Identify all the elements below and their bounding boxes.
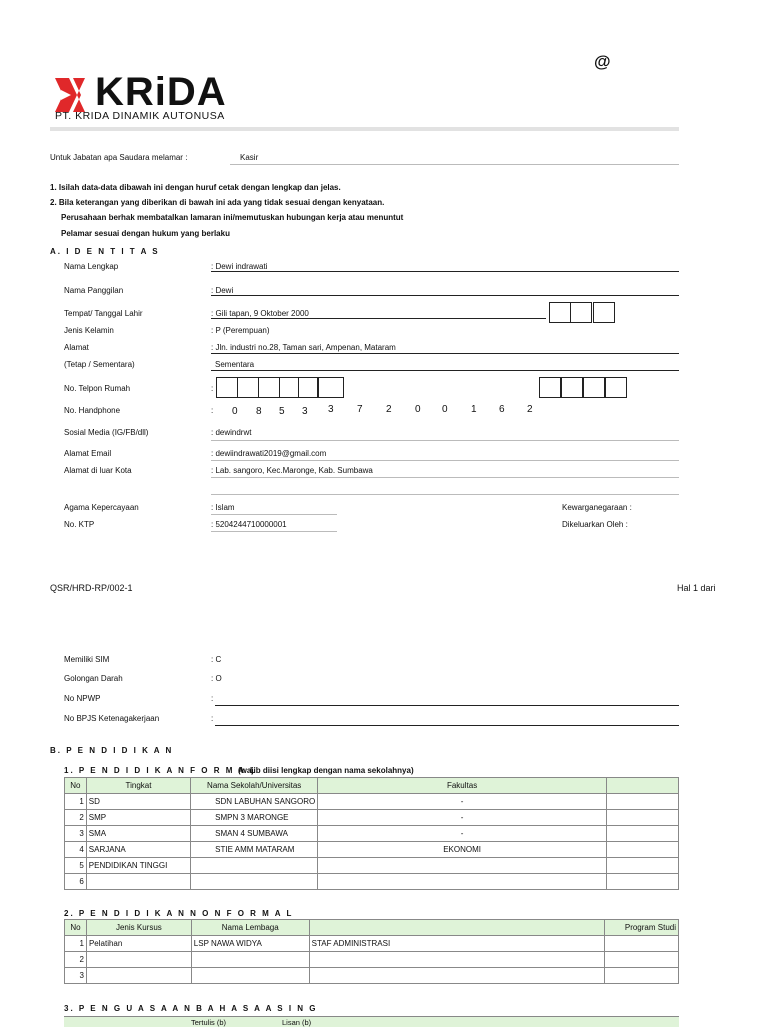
section-pendidikan-title: B. P E N D I D I K A N (50, 746, 174, 755)
header-cell: Nama Lembaga (191, 920, 309, 936)
telpon-box-3[interactable] (258, 377, 280, 398)
nama-panggilan-label: Nama Panggilan (64, 286, 124, 295)
table-row (65, 936, 679, 952)
position-label: Untuk Jabatan apa Saudara melamar : (50, 153, 188, 162)
cell-kursus[interactable] (86, 952, 191, 968)
instruction-4: Pelamar sesuai dengan hukum yang berlaku (61, 229, 230, 238)
cell-no: 1 (65, 794, 87, 810)
telpon-box-2[interactable] (237, 377, 259, 398)
section-identitas-title: A. I D E N T I T A S (50, 247, 160, 256)
cell-no: 1 (65, 936, 87, 952)
cell-fakultas[interactable] (318, 858, 607, 874)
table-header-row (65, 920, 679, 936)
cell-tingkat[interactable]: SMP (86, 810, 190, 826)
telpon-box-1[interactable] (216, 377, 238, 398)
cell-fakultas[interactable]: - (318, 826, 607, 842)
luar-kota-label: Alamat di luar Kota (64, 466, 132, 475)
ttl-box-2[interactable] (570, 302, 592, 323)
cell-sekolah[interactable] (191, 858, 318, 874)
cell-sekolah[interactable] (191, 874, 318, 890)
formal-title: 1. P E N D I D I K A N F O R M A L (64, 766, 257, 775)
agama-line (211, 514, 337, 515)
cell-tingkat[interactable] (86, 874, 190, 890)
cell-extra[interactable] (605, 952, 679, 968)
ttl-box-1[interactable] (549, 302, 571, 323)
table-row (65, 810, 679, 826)
handphone-digit: 3 (328, 404, 334, 415)
table-row (65, 826, 679, 842)
cell-fakultas[interactable]: - (318, 794, 607, 810)
ttl-line (211, 318, 546, 319)
instruction-1: 1. Isilah data-data dibawah ini dengan huruf cetak dengan lengkap dan jelas. (50, 183, 341, 192)
handphone-digit: 0 (232, 406, 238, 417)
ttl-value[interactable]: : Gili tapan, 9 Oktober 2000 (211, 309, 309, 318)
bahasa-tertulis-header: Tertulis (b) (191, 1018, 227, 1027)
cell-tingkat[interactable]: SARJANA (86, 842, 190, 858)
email-label: Alamat Email (64, 449, 112, 458)
handphone-digit: 7 (357, 404, 363, 415)
cell-fakultas[interactable] (318, 874, 607, 890)
krida-logo-icon (55, 78, 93, 112)
telpon-colon: : (211, 384, 214, 393)
ktp-value[interactable]: : 5204244710000001 (211, 520, 287, 529)
cell-extra[interactable] (605, 968, 679, 984)
handphone-digit: 5 (279, 406, 285, 417)
sim-value[interactable]: : C (211, 655, 222, 664)
nama-panggilan-line (211, 295, 679, 296)
header-cell: Jenis Kursus (86, 920, 191, 936)
handphone-digit: 6 (499, 404, 505, 415)
ttl-box-3[interactable] (593, 302, 615, 323)
cell-tingkat[interactable]: SD (86, 794, 190, 810)
cell-sekolah[interactable]: SMAN 4 SUMBAWA (191, 826, 318, 842)
cell-sekolah[interactable]: STIE AMM MATARAM (191, 842, 318, 858)
cell-no: 3 (65, 826, 87, 842)
company-name: PT. KRIDA DINAMIK AUTONUSA (55, 110, 225, 122)
table-header-row (65, 778, 679, 794)
instruction-2: 2. Bila keterangan yang diberikan di bawah ini ada yang tidak sesuai dengan kenyataan. (50, 198, 385, 207)
header-cell (309, 920, 604, 936)
table-row (65, 952, 679, 968)
sosmed-line (211, 440, 679, 441)
alamat-label: Alamat (64, 343, 89, 352)
darah-value[interactable]: : O (211, 674, 222, 683)
table-row (65, 874, 679, 890)
cell-tingkat[interactable]: SMA (86, 826, 190, 842)
dikeluarkan-label: Dikeluarkan Oleh : (562, 520, 628, 529)
tetap-line (211, 370, 679, 371)
table-row (65, 842, 679, 858)
cell-extra[interactable] (606, 794, 678, 810)
header-divider (50, 127, 679, 131)
cell-no: 2 (65, 810, 87, 826)
brand-name: KRiDA (95, 70, 227, 114)
telpon-label: No. Telpon Rumah (64, 384, 131, 393)
bahasa-header (64, 1016, 679, 1027)
cell-program[interactable] (309, 952, 604, 968)
header-cell (606, 778, 678, 794)
cell-no: 5 (65, 858, 87, 874)
ktp-label: No. KTP (64, 520, 95, 529)
instruction-3: Perusahaan berhak membatalkan lamaran ini/memutuskan hubungan kerja atau menuntut (61, 213, 404, 222)
jenis-kelamin-label: Jenis Kelamin (64, 326, 114, 335)
position-value: Kasir (240, 153, 259, 162)
handphone-digit: 1 (471, 404, 477, 415)
nama-lengkap-line (211, 271, 679, 272)
bpjs-label: No BPJS Ketenagakerjaan (64, 714, 160, 723)
sim-label: Memiliki SIM (64, 655, 110, 664)
cell-extra[interactable] (606, 810, 678, 826)
table-row (65, 968, 679, 984)
tetap-sementara-label: (Tetap / Sementara) (64, 360, 135, 369)
position-line (230, 164, 679, 165)
company-logo (55, 70, 255, 126)
formal-table (64, 777, 679, 890)
sosmed-label: Sosial Media (IG/FB/dll) (64, 428, 149, 437)
cell-program[interactable]: STAF ADMINISTRASI (309, 936, 604, 952)
header-cell: No (65, 920, 87, 936)
cell-sekolah[interactable]: SDN LABUHAN SANGORO (191, 794, 318, 810)
header-cell: No (65, 778, 87, 794)
header-cell: Fakultas (318, 778, 607, 794)
header-cell: Nama Sekolah/Universitas (191, 778, 318, 794)
darah-label: Golongan Darah (64, 674, 123, 683)
cell-no: 3 (65, 968, 87, 984)
agama-label: Agama Kepercayaan (64, 503, 139, 512)
alamat-line (211, 353, 679, 354)
cell-fakultas[interactable]: EKONOMI (318, 842, 607, 858)
cell-extra[interactable] (606, 858, 678, 874)
header-cell: Program Studi (605, 920, 679, 936)
cell-fakultas[interactable]: - (318, 810, 607, 826)
cell-kursus[interactable]: Pelatihan (86, 936, 191, 952)
cell-extra[interactable] (606, 842, 678, 858)
bpjs-line (215, 725, 679, 726)
doc-code: QSR/HRD-RP/002-1 (50, 583, 133, 593)
cell-extra[interactable] (606, 826, 678, 842)
jenis-kelamin-value[interactable]: : P (Perempuan) (211, 326, 270, 335)
cell-no: 4 (65, 842, 87, 858)
handphone-digit: 0 (442, 404, 448, 415)
alamat-value[interactable]: : Jln. industri no.28, Taman sari, Ampenan, Mataram (211, 343, 396, 352)
handphone-digit: 2 (527, 404, 533, 415)
nonformal-title: 2. P E N D I D I K A N N O N F O R M A L (64, 909, 294, 918)
header-cell: Tingkat (86, 778, 190, 794)
nonformal-table (64, 919, 679, 984)
email-value[interactable]: : dewiindrawati2019@gmail.com (211, 449, 327, 458)
email-line (211, 460, 679, 461)
telpon-box-4[interactable] (279, 377, 299, 398)
formal-note: (wajib diisi lengkap dengan nama sekolahnya) (238, 766, 414, 775)
cell-no: 2 (65, 952, 87, 968)
ktp-line (211, 531, 337, 532)
handphone-digit: 3 (302, 406, 308, 417)
table-row (65, 858, 679, 874)
bpjs-value[interactable]: : (211, 714, 214, 723)
bahasa-title: 3. P E N G U A S A A N B A H A S A A S I N G (64, 1004, 318, 1013)
cell-extra[interactable] (606, 874, 678, 890)
nama-lengkap-label: Nama Lengkap (64, 262, 119, 271)
telpon-box-10[interactable] (605, 377, 627, 398)
handphone-digit: 0 (415, 404, 421, 415)
handphone-colon: : (211, 406, 214, 415)
page-number: Hal 1 dari (677, 583, 716, 593)
cell-lembaga[interactable] (191, 952, 309, 968)
telpon-box-5[interactable] (298, 377, 318, 398)
luar-kota-line (211, 477, 679, 478)
npwp-value[interactable]: : (211, 694, 214, 703)
npwp-label: No NPWP (64, 694, 101, 703)
ttl-label: Tempat/ Tanggal Lahir (64, 309, 143, 318)
npwp-line (215, 705, 679, 706)
luar-kota-line-2 (211, 494, 679, 495)
nama-panggilan-value[interactable]: : Dewi (211, 286, 234, 295)
cell-sekolah[interactable]: SMPN 3 MARONGE (191, 810, 318, 826)
telpon-box-9[interactable] (583, 377, 605, 398)
handphone-label: No. Handphone (64, 406, 121, 415)
bahasa-lisan-header: Lisan (b) (282, 1018, 312, 1027)
telpon-box-6[interactable] (318, 377, 344, 398)
cell-program[interactable] (309, 968, 604, 984)
cell-lembaga[interactable] (191, 968, 309, 984)
agama-value[interactable]: : Islam (211, 503, 235, 512)
kewarganegaraan-label: Kewarganegaraan : (562, 503, 632, 512)
cell-no: 6 (65, 874, 87, 890)
nama-lengkap-value[interactable]: : Dewi indrawati (211, 262, 268, 271)
luar-kota-value[interactable]: : Lab. sangoro, Kec.Maronge, Kab. Sumbawa (211, 466, 373, 475)
cell-extra[interactable] (605, 936, 679, 952)
telpon-box-7[interactable] (539, 377, 561, 398)
at-symbol: @ (594, 52, 611, 71)
cell-tingkat[interactable]: PENDIDIKAN TINGGI (86, 858, 190, 874)
cell-kursus[interactable] (86, 968, 191, 984)
handphone-digit: 8 (256, 406, 262, 417)
sosmed-value[interactable]: : dewindrwt (211, 428, 252, 437)
handphone-digit: 2 (386, 404, 392, 415)
cell-lembaga[interactable]: LSP NAWA WIDYA (191, 936, 309, 952)
telpon-box-8[interactable] (561, 377, 583, 398)
table-row (65, 794, 679, 810)
tetap-sementara-value[interactable]: Sementara (215, 360, 255, 369)
